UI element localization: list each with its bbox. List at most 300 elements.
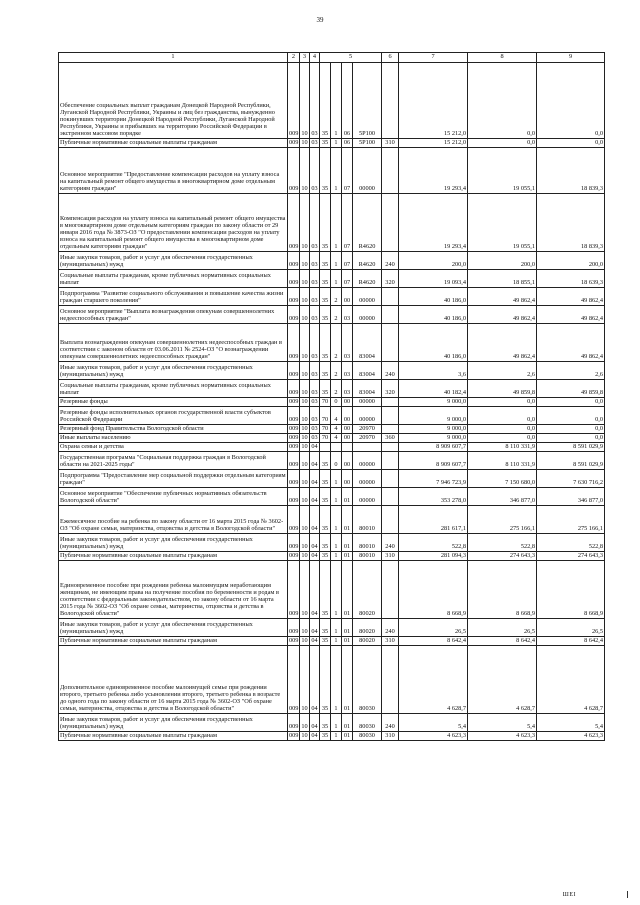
grbs-cell: 009: [288, 452, 300, 470]
target-event-cell: 01: [342, 732, 353, 741]
target-subprogram-cell: 1: [331, 732, 342, 741]
year1-amount-cell: 8 909 607,7: [399, 452, 468, 470]
target-subprogram-cell: 2: [331, 324, 342, 362]
grbs-cell: 009: [288, 306, 300, 324]
target-subprogram-cell: 2: [331, 362, 342, 380]
target-event-cell: 01: [342, 488, 353, 506]
year2-amount-cell: 8 110 331,9: [468, 443, 537, 452]
target-subprogram-cell: 1: [331, 148, 342, 194]
section-cell: 10: [300, 561, 310, 619]
grbs-cell: 009: [288, 714, 300, 732]
year2-amount-cell: 18 855,1: [468, 270, 537, 288]
table-row: [59, 407, 605, 425]
target-subprogram-cell: 4: [331, 407, 342, 425]
target-program-cell: 35: [320, 646, 331, 714]
target-program-cell: 35: [320, 488, 331, 506]
target-event-cell: 07: [342, 270, 353, 288]
table-row: [59, 732, 605, 741]
header-cell-year3: 9: [537, 53, 605, 63]
row-name-cell: Единовременное пособие при рождении ребенка малоимущим неработающим женщинам, не имеющим права на получение пособия по беременности и родам в соответствии с федеральным законодательством, по закону области от 16 марта 2015 года № 3602-ОЗ "Об охране семьи, материнства, отцовства и детства в Вологодской области": [59, 561, 288, 619]
subsection-cell: 03: [310, 148, 320, 194]
target-direction-cell: 00000: [353, 288, 382, 306]
expense-type-cell: [382, 398, 399, 407]
header-cell-year1: 7: [399, 53, 468, 63]
target-event-cell: 01: [342, 646, 353, 714]
section-cell: 10: [301, 425, 308, 433]
target-program-cell: 35: [320, 552, 331, 561]
target-subprogram-cell: 1: [331, 534, 342, 552]
year3-amount-cell: 26,5: [537, 619, 605, 637]
year1-amount-cell: 9 000,0: [399, 425, 468, 434]
year3-amount-cell: 18 839,3: [537, 194, 605, 252]
table-row: [59, 306, 605, 324]
row-name-cell: Подпрограмма "Развитие социального обслуживания и повышение качества жизни граждан старшего поколения": [59, 288, 288, 306]
section-cell: 10: [300, 646, 310, 714]
row-name-cell: Обеспечение социальных выплат гражданам Донецкой Народной Республики, Луганской Народной Республики, Украины и лиц без гражданства, вынужденно покинувших территории Донецкой Народной Республики, Луганской Народной Республики, Украины и прибывших на территорию Российской Федерации в экстренном массовом порядке: [59, 63, 288, 139]
year3-amount-cell: 0,0: [537, 139, 605, 148]
expense-type-cell: [382, 425, 399, 434]
year1-amount-cell: 15 212,0: [399, 139, 468, 148]
expense-type-cell: 360: [382, 434, 399, 443]
subsection-cell: 03: [310, 362, 320, 380]
year1-amount-cell: 15 212,0: [399, 63, 468, 139]
year3-amount-cell: 49 862,4: [537, 288, 605, 306]
target-program-cell: 35: [320, 619, 331, 637]
target-subprogram-cell: 1: [331, 506, 342, 534]
subsection-cell: 04: [310, 561, 320, 619]
target-event-cell: 06: [342, 63, 353, 139]
section-cell: 10: [300, 714, 310, 732]
grbs-cell: 009: [288, 324, 300, 362]
table-row: [59, 646, 605, 714]
target-program-cell: 35: [320, 732, 331, 741]
row-name-cell: Иные закупки товаров, работ и услуг для обеспечения государственных (муниципальных) нужд: [59, 714, 288, 732]
year1-amount-cell: 7 946 723,9: [399, 470, 468, 488]
expense-type-cell: [382, 63, 399, 139]
year3-amount-cell: 2,6: [537, 362, 605, 380]
target-event-cell: 01: [342, 714, 353, 732]
subsection-cell: 04: [311, 552, 318, 560]
subsection-cell: 03: [310, 63, 320, 139]
year2-amount-cell: 0,0: [468, 63, 537, 139]
year3-amount-cell: 8 591 029,9: [537, 443, 605, 452]
row-name-cell: Основное мероприятие "Предоставление компенсации расходов на уплату взноса на капитальный ремонт общего имущества в многоквартирном доме отдельным категориям граждан": [59, 148, 288, 194]
target-event-cell: 01: [342, 561, 353, 619]
year1-amount-cell: 40 186,0: [399, 324, 468, 362]
table-row: [59, 324, 605, 362]
target-event-cell: 01: [342, 534, 353, 552]
header-cell-section: 3: [300, 53, 310, 63]
subsection-cell: 04: [311, 443, 318, 451]
target-direction-cell: 00000: [353, 148, 382, 194]
target-program-cell: 35: [320, 506, 331, 534]
year3-amount-cell: 8 668,9: [537, 561, 605, 619]
target-subprogram-cell: 2: [331, 288, 342, 306]
subsection-cell: 04: [311, 637, 318, 645]
row-name-cell: Резервный фонд Правительства Вологодской области: [59, 425, 288, 434]
target-event-cell: 01: [342, 552, 353, 561]
table-row: [59, 470, 605, 488]
target-program-cell: 35: [320, 324, 331, 362]
footer-mark: ШЕI: [562, 892, 576, 898]
target-event-cell: 00: [342, 452, 353, 470]
target-direction-cell: 00000: [353, 488, 382, 506]
year2-amount-cell: 49 859,8: [468, 380, 537, 398]
year1-amount-cell: 281 094,3: [399, 552, 468, 561]
year2-amount-cell: 274 643,3: [468, 552, 537, 561]
grbs-cell: 009: [288, 63, 300, 139]
row-name-cell: Публичные нормативные социальные выплаты гражданам: [59, 139, 288, 148]
target-subprogram-cell: 0: [331, 398, 342, 407]
target-program-cell: 35: [320, 637, 331, 646]
year1-amount-cell: 40 182,4: [399, 380, 468, 398]
budget-table: [58, 52, 605, 741]
target-subprogram-cell: 1: [331, 552, 342, 561]
year1-amount-cell: 522,8: [399, 534, 468, 552]
row-name-cell: Основное мероприятие "Выплата вознаграждения опекунам совершеннолетних недееспособных граждан": [59, 306, 288, 324]
target-event-cell: 01: [342, 619, 353, 637]
expense-type-cell: 240: [382, 362, 399, 380]
subsection-cell: 04: [310, 534, 320, 552]
grbs-cell: 009: [288, 148, 300, 194]
target-event-cell: 03: [342, 324, 353, 362]
target-subprogram-cell: 2: [331, 380, 342, 398]
section-cell: 10: [300, 270, 310, 288]
subsection-cell: 03: [310, 252, 320, 270]
target-direction-cell: [353, 443, 382, 452]
expense-type-cell: 320: [382, 270, 399, 288]
year1-amount-cell: 40 186,0: [399, 306, 468, 324]
target-event-cell: 07: [342, 252, 353, 270]
year2-amount-cell: 0,0: [468, 398, 537, 407]
target-event-cell: 03: [342, 306, 353, 324]
grbs-cell: 009: [289, 552, 299, 560]
year2-amount-cell: 8 110 331,9: [468, 452, 537, 470]
row-name-cell: Основное мероприятие "Обеспечение публичных нормативных обязательств Вологодской области": [59, 488, 288, 506]
target-subprogram-cell: 1: [331, 63, 342, 139]
target-event-cell: 01: [342, 637, 353, 646]
expense-type-cell: 320: [382, 380, 399, 398]
row-name-cell: Публичные нормативные социальные выплаты гражданам: [59, 732, 288, 741]
year1-amount-cell: 8 668,9: [399, 561, 468, 619]
year3-amount-cell: 8 591 029,9: [537, 452, 605, 470]
subsection-cell: 03: [311, 139, 318, 147]
expense-type-cell: [382, 324, 399, 362]
section-cell: 10: [300, 488, 310, 506]
target-subprogram-cell: 1: [331, 637, 342, 646]
year1-amount-cell: 26,5: [399, 619, 468, 637]
grbs-cell: 009: [288, 194, 300, 252]
year3-amount-cell: 522,8: [537, 534, 605, 552]
row-name-cell: Подпрограмма "Предоставление мер социальной поддержки отдельным категориям граждан": [59, 470, 288, 488]
row-name-cell: Резервные фонды: [59, 398, 288, 407]
table-row: [59, 619, 605, 637]
grbs-cell: 009: [288, 488, 300, 506]
expense-type-cell: 240: [382, 534, 399, 552]
year1-amount-cell: 4 628,7: [399, 646, 468, 714]
header-cell-year2: 8: [468, 53, 537, 63]
year2-amount-cell: 4 628,7: [468, 646, 537, 714]
target-subprogram-cell: 4: [331, 425, 342, 434]
target-direction-cell: 00000: [353, 470, 382, 488]
target-direction-cell: 00000: [353, 452, 382, 470]
target-event-cell: 00: [342, 407, 353, 425]
section-cell: 10: [300, 324, 310, 362]
year3-amount-cell: 0,0: [537, 407, 605, 425]
expense-type-cell: [382, 288, 399, 306]
target-program-cell: 35: [320, 148, 331, 194]
table-row: [59, 362, 605, 380]
year2-amount-cell: 7 150 680,0: [468, 470, 537, 488]
year3-amount-cell: 200,0: [537, 252, 605, 270]
target-event-cell: 00: [342, 288, 353, 306]
target-program-cell: 35: [320, 452, 331, 470]
section-cell: 10: [300, 306, 310, 324]
row-name-cell: Ежемесячное пособие на ребенка по закону области от 16 марта 2015 года № 3602-ОЗ "Об охране семьи, материнства, отцовства и детства в Вологодской области": [59, 506, 288, 534]
target-direction-cell: 80010: [353, 506, 382, 534]
target-subprogram-cell: 2: [331, 306, 342, 324]
target-direction-cell: 80020: [353, 619, 382, 637]
target-event-cell: 00: [342, 425, 353, 434]
subsection-cell: 04: [310, 488, 320, 506]
grbs-cell: 009: [288, 619, 300, 637]
subsection-cell: 04: [311, 732, 318, 740]
year3-amount-cell: 4 623,3: [537, 732, 605, 741]
year3-amount-cell: 7 630 716,2: [537, 470, 605, 488]
section-cell: 10: [301, 732, 308, 740]
section-cell: 10: [301, 398, 308, 406]
expense-type-cell: 310: [382, 552, 399, 561]
year1-amount-cell: 9 000,0: [399, 407, 468, 425]
year3-amount-cell: 8 642,4: [537, 637, 605, 646]
target-event-cell: 06: [342, 139, 353, 148]
target-subprogram-cell: 1: [331, 194, 342, 252]
table-row: [59, 270, 605, 288]
target-event-cell: 03: [342, 362, 353, 380]
year1-amount-cell: 5,4: [399, 714, 468, 732]
year1-amount-cell: 40 186,0: [399, 288, 468, 306]
subsection-cell: 04: [310, 470, 320, 488]
target-subprogram-cell: 0: [331, 452, 342, 470]
expense-type-cell: 310: [382, 139, 399, 148]
year3-amount-cell: 0,0: [537, 63, 605, 139]
section-cell: 10: [300, 506, 310, 534]
year1-amount-cell: 3,6: [399, 362, 468, 380]
grbs-cell: 009: [288, 270, 300, 288]
grbs-cell: 009: [288, 646, 300, 714]
subsection-cell: 03: [310, 288, 320, 306]
target-direction-cell: 83004: [353, 362, 382, 380]
expense-type-cell: [382, 194, 399, 252]
expense-type-cell: 310: [382, 637, 399, 646]
target-direction-cell: R4620: [353, 194, 382, 252]
target-subprogram-cell: 1: [331, 270, 342, 288]
subsection-cell: 03: [311, 398, 318, 406]
row-name-cell: Иные выплаты населению: [59, 434, 288, 443]
expense-type-cell: 310: [382, 732, 399, 741]
expense-type-cell: [382, 506, 399, 534]
target-program-cell: 35: [320, 362, 331, 380]
section-cell: 10: [300, 470, 310, 488]
target-direction-cell: 80030: [353, 714, 382, 732]
year3-amount-cell: 0,0: [537, 434, 605, 443]
row-name-cell: Социальные выплаты гражданам, кроме публичных нормативных социальных выплат: [59, 270, 288, 288]
target-direction-cell: 00000: [353, 306, 382, 324]
year2-amount-cell: 2,6: [468, 362, 537, 380]
subsection-cell: 03: [310, 380, 320, 398]
target-program-cell: 35: [320, 270, 331, 288]
year1-amount-cell: 200,0: [399, 252, 468, 270]
grbs-cell: 009: [289, 398, 299, 406]
section-cell: 10: [300, 452, 310, 470]
year3-amount-cell: 49 862,4: [537, 324, 605, 362]
expense-type-cell: [382, 470, 399, 488]
target-subprogram-cell: 4: [331, 434, 342, 443]
row-name-cell: Дополнительное единовременное пособие малоимущей семье при рождении второго, третьего ребенка либо усыновлении второго, третьего ребенка в возрасте до одного года по закону области от 16 марта 2015 года № 3602-ОЗ "Об охране семьи, материнства, отцовства и детства в Вологодской области": [59, 646, 288, 714]
year2-amount-cell: 0,0: [468, 407, 537, 425]
year2-amount-cell: 0,0: [468, 434, 537, 443]
expense-type-cell: [382, 407, 399, 425]
subsection-cell: 04: [310, 619, 320, 637]
grbs-cell: 009: [288, 252, 300, 270]
year3-amount-cell: 275 166,1: [537, 506, 605, 534]
header-row: [59, 53, 605, 63]
target-subprogram-cell: 1: [331, 619, 342, 637]
row-name-cell: Выплата вознаграждения опекунам совершеннолетних недееспособных граждан в соответствии с законом области от 03.06.2011 № 2524-ОЗ "О вознаграждении опекунам совершеннолетних недееспособных граждан": [59, 324, 288, 362]
year2-amount-cell: 26,5: [468, 619, 537, 637]
expense-type-cell: [382, 488, 399, 506]
row-name-cell: Иные закупки товаров, работ и услуг для обеспечения государственных (муниципальных) нужд: [59, 619, 288, 637]
year1-amount-cell: 19 293,4: [399, 148, 468, 194]
section-cell: 10: [300, 362, 310, 380]
target-program-cell: 70: [320, 425, 331, 434]
year3-amount-cell: 49 859,8: [537, 380, 605, 398]
target-event-cell: 07: [342, 148, 353, 194]
year1-amount-cell: 8 909 607,7: [399, 443, 468, 452]
header-cell-grbs: 2: [288, 53, 300, 63]
year2-amount-cell: 19 055,1: [468, 194, 537, 252]
grbs-cell: 009: [289, 425, 299, 433]
section-cell: 10: [301, 552, 308, 560]
table-row: [59, 425, 605, 434]
year1-amount-cell: 19 093,4: [399, 270, 468, 288]
row-name-cell: Иные закупки товаров, работ и услуг для обеспечения государственных (муниципальных) нужд: [59, 362, 288, 380]
section-cell: 10: [300, 380, 310, 398]
year2-amount-cell: 49 862,4: [468, 288, 537, 306]
table-row: [59, 506, 605, 534]
grbs-cell: 009: [288, 470, 300, 488]
grbs-cell: 009: [289, 434, 299, 442]
table-row: [59, 139, 605, 148]
target-event-cell: 01: [342, 506, 353, 534]
grbs-cell: 009: [289, 139, 299, 147]
year2-amount-cell: 522,8: [468, 534, 537, 552]
section-cell: 10: [300, 148, 310, 194]
year1-amount-cell: 19 293,4: [399, 194, 468, 252]
target-subprogram-cell: 1: [331, 714, 342, 732]
row-name-cell: Иные закупки товаров, работ и услуг для обеспечения государственных (муниципальных) нужд: [59, 534, 288, 552]
target-direction-cell: 80030: [353, 732, 382, 741]
grbs-cell: 009: [288, 561, 300, 619]
target-direction-cell: 83004: [353, 324, 382, 362]
expense-type-cell: 240: [382, 714, 399, 732]
target-direction-cell: R4620: [353, 270, 382, 288]
table-row: [59, 380, 605, 398]
target-program-cell: 70: [320, 407, 331, 425]
target-program-cell: 35: [320, 252, 331, 270]
target-subprogram-cell: 1: [331, 470, 342, 488]
target-direction-cell: 5Р100: [353, 139, 382, 148]
year2-amount-cell: 0,0: [468, 139, 537, 148]
table-row: [59, 552, 605, 561]
year2-amount-cell: 275 166,1: [468, 506, 537, 534]
section-cell: 10: [300, 194, 310, 252]
target-direction-cell: 20970: [353, 425, 382, 434]
year1-amount-cell: 9 000,0: [399, 434, 468, 443]
target-program-cell: 35: [320, 714, 331, 732]
year2-amount-cell: 200,0: [468, 252, 537, 270]
target-event-cell: 00: [342, 398, 353, 407]
year3-amount-cell: 0,0: [537, 398, 605, 407]
subsection-cell: 03: [310, 407, 320, 425]
grbs-cell: 009: [289, 443, 299, 451]
year2-amount-cell: 0,0: [468, 425, 537, 434]
target-event-cell: 00: [342, 434, 353, 443]
year2-amount-cell: 5,4: [468, 714, 537, 732]
expense-type-cell: [382, 452, 399, 470]
expense-type-cell: [382, 148, 399, 194]
table-row: [59, 252, 605, 270]
subsection-cell: 03: [311, 425, 318, 433]
target-program-cell: 35: [320, 288, 331, 306]
year2-amount-cell: 49 862,4: [468, 306, 537, 324]
target-program-cell: 35: [320, 561, 331, 619]
year1-amount-cell: 4 623,3: [399, 732, 468, 741]
target-program-cell: 35: [320, 470, 331, 488]
target-event-cell: [342, 443, 353, 452]
section-cell: 10: [300, 619, 310, 637]
section-cell: 10: [300, 63, 310, 139]
year3-amount-cell: 274 643,3: [537, 552, 605, 561]
grbs-cell: 009: [288, 407, 300, 425]
section-cell: 10: [300, 288, 310, 306]
expense-type-cell: [382, 306, 399, 324]
grbs-cell: 009: [289, 732, 299, 740]
grbs-cell: 009: [288, 506, 300, 534]
subsection-cell: 04: [310, 506, 320, 534]
target-direction-cell: 80030: [353, 646, 382, 714]
subsection-cell: 04: [310, 714, 320, 732]
subsection-cell: 03: [310, 270, 320, 288]
year3-amount-cell: 5,4: [537, 714, 605, 732]
target-program-cell: 70: [320, 398, 331, 407]
grbs-cell: 009: [288, 534, 300, 552]
target-direction-cell: 00000: [353, 407, 382, 425]
target-subprogram-cell: 1: [331, 561, 342, 619]
grbs-cell: 009: [289, 637, 299, 645]
target-direction-cell: 5Р100: [353, 63, 382, 139]
target-program-cell: 35: [320, 139, 331, 148]
subsection-cell: 03: [310, 306, 320, 324]
year1-amount-cell: 9 000,0: [399, 398, 468, 407]
target-direction-cell: 80020: [353, 561, 382, 619]
header-cell-subsection: 4: [310, 53, 320, 63]
target-program-cell: 35: [320, 306, 331, 324]
year3-amount-cell: 49 862,4: [537, 306, 605, 324]
page-number: 39: [316, 16, 324, 24]
target-direction-cell: 80010: [353, 552, 382, 561]
year3-amount-cell: 0,0: [537, 425, 605, 434]
